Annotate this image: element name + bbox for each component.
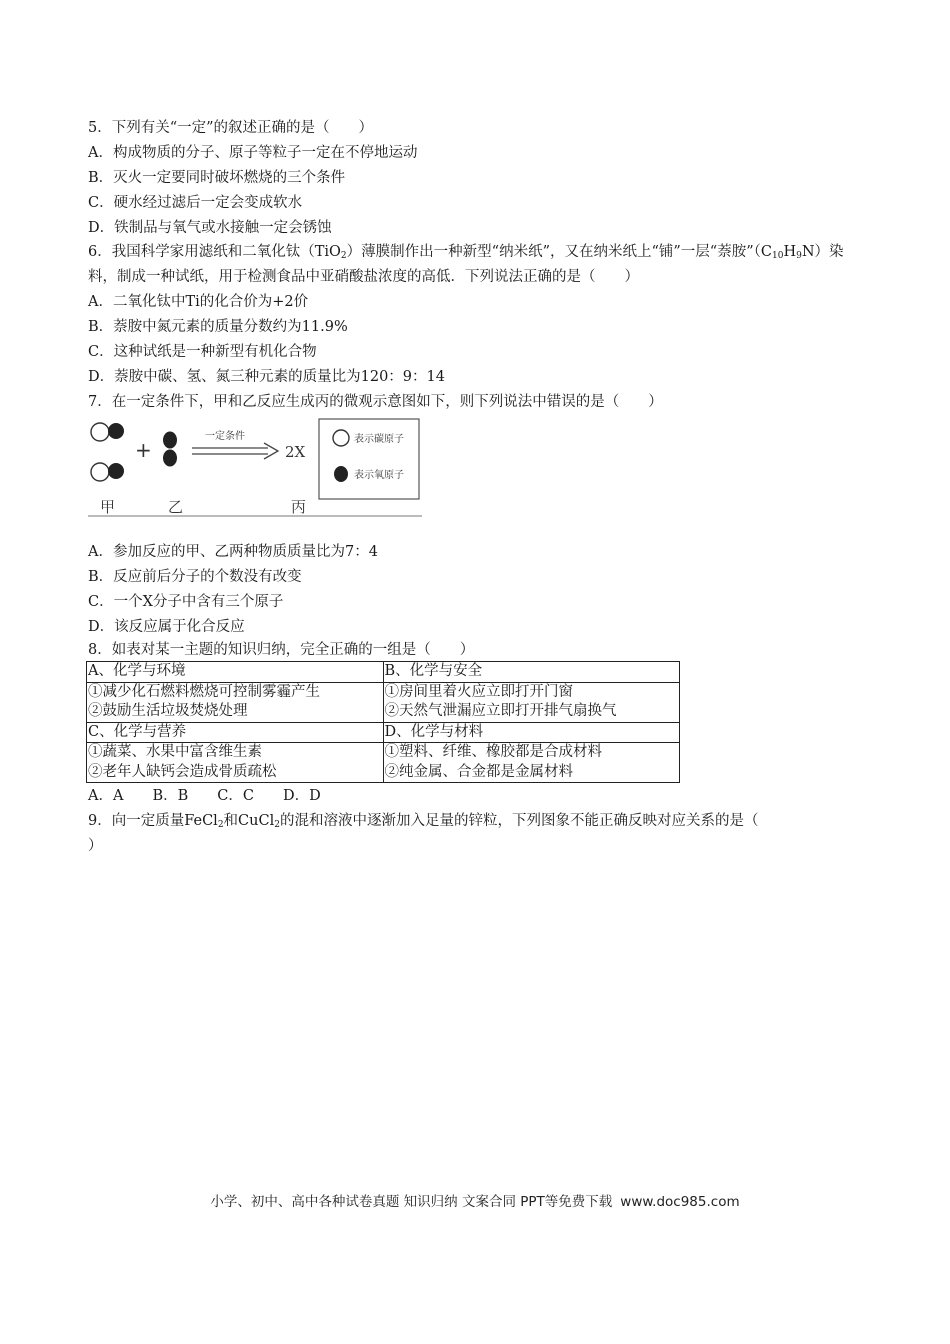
plus-sign: + (135, 438, 152, 462)
label-yi: 乙 (168, 498, 184, 516)
cell-b-content: ①房间里着火应立即打开门窗 ②天然气泄漏应立即打开排气扇换气 (383, 682, 680, 722)
q9-stem: 9．向一定质量FeCl$_2$和CuCl$_2$的混和溶液中逐渐加入足量的锌粒，下列图象不能正确反映对应关系的是（ (88, 813, 759, 830)
carbon-atom-icon (333, 430, 349, 446)
q7-option-a: A．参加反应的甲、乙两种物质质量比为7：4 (88, 544, 378, 560)
reaction-arrow (192, 443, 278, 459)
cell-d-title: D、化学与材料 (383, 722, 680, 743)
q5-stem: 5．下列有关“一定”的叙述正确的是（ ） (88, 120, 374, 136)
q7-option-c: C．一个X分子中含有三个原子 (88, 594, 284, 610)
q6-stem: 6．我国科学家用滤纸和二氧化钛（TiO$_2$）薄膜制作出一种新型“纳米纸”，又在纳米纸上“铺”一层“萘胺$”(C_{10}H_9N)$染料，制成一种试纸，用于检测食品中亚硝酸盐浓度的高低．下列说法正确的是（ ） (88, 244, 844, 285)
oxygen-atom-icon (334, 466, 348, 482)
q5-option-b: B．灭火一定要同时破坏燃烧的三个条件 (88, 170, 346, 186)
cell-c-content: ①蔬菜、水果中富含维生素 ②老年人缺钙会造成骨质疏松 (87, 743, 384, 783)
cell-c-title: C、化学与营养 (87, 722, 384, 743)
q7-option-b: B．反应前后分子的个数没有改变 (88, 569, 302, 585)
reaction-condition: 一定条件 (205, 431, 245, 442)
reaction-diagram (88, 416, 424, 518)
table-row (87, 722, 680, 743)
jia-molecule-top (91, 423, 124, 441)
footer-url[interactable]: www.doc985.com (620, 1194, 740, 1210)
q6-option-a: A．二氧化钛中Ti的化合价为+2价 (88, 294, 309, 310)
legend-oxygen: 表示氧原子 (354, 470, 404, 481)
cell-d-content: ①塑料、纤维、橡胶都是合成材料 ②纯金属、合金都是金属材料 (383, 743, 680, 783)
q9-stem-end: ） (88, 838, 103, 854)
q6-option-d: D．萘胺中碳、氢、氮三种元素的质量比为120：9：14 (88, 369, 445, 385)
label-jia: 甲 (100, 498, 116, 516)
table-row (87, 743, 680, 783)
q8-options: A．A B．B C．C D．D (88, 788, 321, 804)
q8-stem: 8．如表对某一主题的知识归纳，完全正确的一组是（ ） (88, 642, 475, 658)
knowledge-table (86, 661, 680, 783)
q6-option-b: B．萘胺中氮元素的质量分数约为11.9% (88, 319, 348, 335)
jia-molecule-bottom (91, 463, 124, 481)
q6-option-c: C．这种试纸是一种新型有机化合物 (88, 344, 317, 360)
q5-option-c: C．硬水经过滤后一定会变成软水 (88, 195, 303, 211)
table-row (87, 682, 680, 722)
table-row (87, 662, 680, 683)
cell-a-content: ①减少化石燃料燃烧可控制雾霾产生 ②鼓励生活垃圾焚烧处理 (87, 682, 384, 722)
product-2x: 2X (285, 443, 306, 461)
cell-a-title: A、化学与环境 (87, 662, 384, 683)
q5-option-a: A．构成物质的分子、原子等粒子一定在不停地运动 (88, 145, 418, 161)
legend-carbon: 表示碳原子 (354, 434, 404, 445)
label-bing: 丙 (291, 498, 307, 516)
yi-molecule (163, 432, 177, 467)
q5-option-d: D．铁制品与氧气或水接触一定会锈蚀 (88, 220, 332, 236)
q7-option-d: D．该反应属于化合反应 (88, 619, 245, 635)
page-footer (0, 1190, 950, 1210)
footer-text: 小学、初中、高中各种试卷真题 知识归纳 文案合同 PPT等免费下载 (210, 1194, 613, 1210)
cell-b-title: B、化学与安全 (383, 662, 680, 683)
q7-stem: 7．在一定条件下，甲和乙反应生成丙的微观示意图如下，则下列说法中错误的是（ ） (88, 394, 663, 410)
legend-box (319, 419, 419, 499)
